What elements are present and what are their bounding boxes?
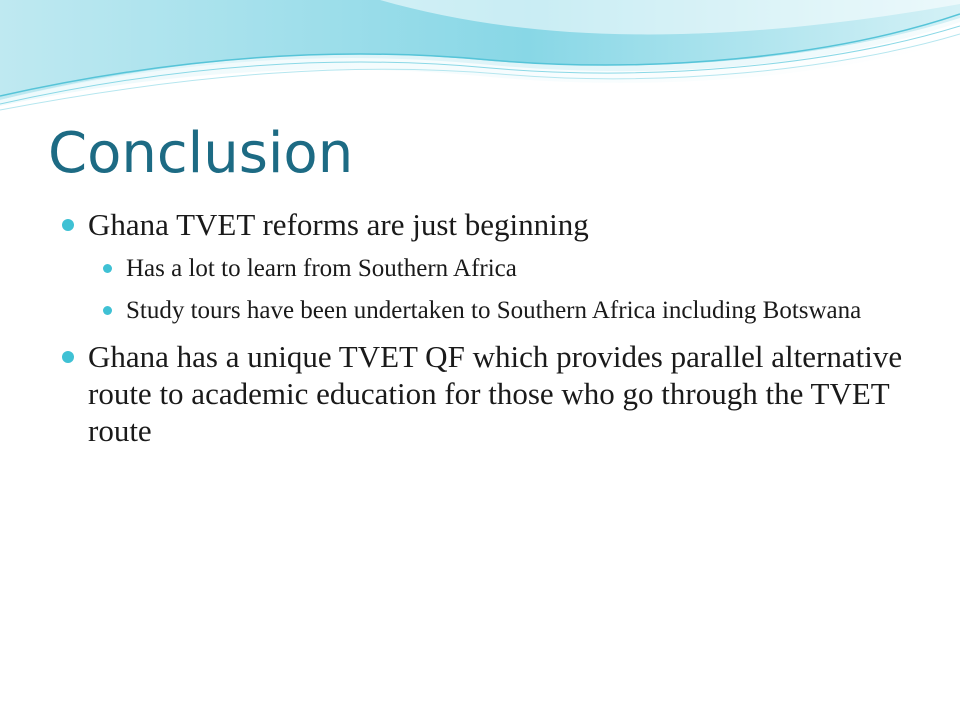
bullet-level1 bbox=[60, 206, 920, 243]
bullet-level2 bbox=[60, 295, 920, 326]
bullet-dot-icon bbox=[62, 351, 74, 363]
bullet-dot-icon bbox=[62, 219, 74, 231]
wave-header-decoration bbox=[0, 0, 960, 120]
slide-title: Conclusion bbox=[48, 121, 354, 186]
bullet-text: Ghana TVET reforms are just beginning bbox=[88, 207, 589, 242]
bullet-level2 bbox=[60, 253, 920, 284]
bullet-dot-icon bbox=[103, 264, 112, 273]
bullet-text: Ghana has a unique TVET QF which provides parallel alternative route to academic education for those who go through the TVET route bbox=[88, 339, 903, 448]
bullet-text: Has a lot to learn from Southern Africa bbox=[126, 255, 517, 282]
slide-body bbox=[60, 206, 920, 459]
bullet-text: Study tours have been undertaken to Southern Africa including Botswana bbox=[126, 297, 862, 324]
bullet-dot-icon bbox=[103, 306, 112, 315]
bullet-level1 bbox=[60, 338, 920, 449]
